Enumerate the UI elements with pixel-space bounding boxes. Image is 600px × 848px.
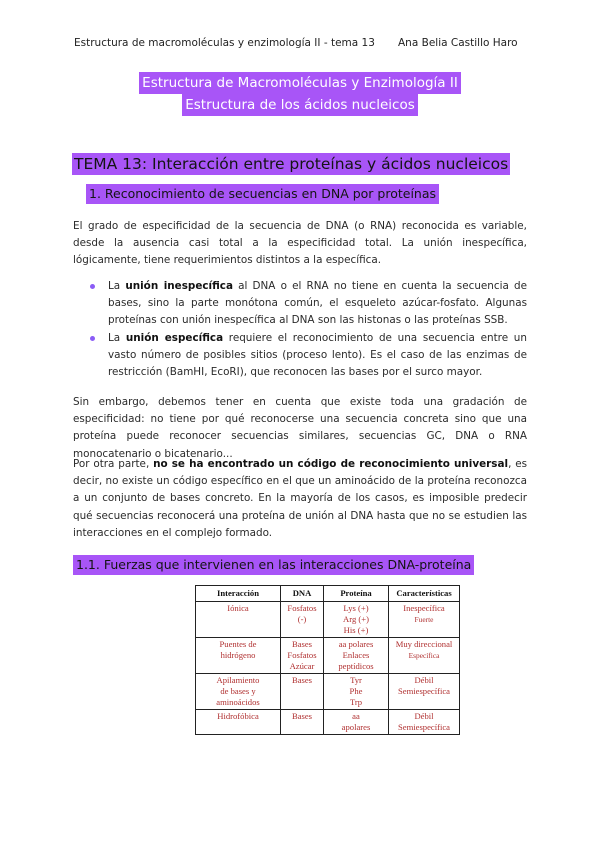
paragraph-no-code — [73, 456, 527, 542]
table-header-cell: Características — [389, 586, 460, 602]
title-line-1: Estructura de Macromoléculas y Enzimología II — [139, 72, 461, 94]
para3-pre: Por otra parte, — [73, 458, 154, 470]
table-header-cell: DNA — [281, 586, 324, 602]
bullet-text-bold: unión inespecífica — [125, 280, 233, 292]
table-row — [196, 710, 460, 735]
section-heading-1-1: 1.1. Fuerzas que intervienen en las interacciones DNA-proteína — [73, 555, 474, 575]
para3-bold: no se ha encontrado un código de reconocimiento universal — [153, 458, 509, 470]
bullet-icon — [90, 336, 95, 341]
header-author: Ana Belia Castillo Haro — [398, 37, 518, 49]
table-cell: Tyr Phe Trp — [324, 674, 389, 710]
bullet-icon — [90, 284, 95, 289]
table-row — [196, 638, 460, 674]
document-title — [0, 72, 600, 116]
table-cell: Iónica — [196, 602, 281, 638]
table-cell: Débil Semiespecífica — [389, 674, 460, 710]
table-cell: Muy direccional Específica — [389, 638, 460, 674]
table-cell: Bases Fosfatos Azúcar — [281, 638, 324, 674]
table-cell: Fosfatos (-) — [281, 602, 324, 638]
paragraph-intro: El grado de especificidad de la secuencia de DNA (o RNA) reconocida es variable, desde la ausencia casi total a la especificidad total. La unión inespecífica, lógicamente, tiene requerimientos distintos a la específica. — [73, 220, 527, 267]
table-cell: Hidrofóbica — [196, 710, 281, 735]
bullet-text-pre: La — [108, 331, 126, 344]
table-header-cell: Proteína — [324, 586, 389, 602]
para3-post: , es decir, no existe un código específico en el que un aminoácido de la proteína reconozca a un conjunto de bases concreto. En la mayoría de los casos, es imposible predecir qué secuencias reconocerá una proteína de unión al DNA hasta que no se estudien las interacciones en el complejo formado. — [73, 458, 527, 539]
bullet-text-post: requiere el reconocimiento de una secuencia entre un vasto número de posibles sitios (proceso lento). Es el caso de las enzimas de restricción (BamHI, EcoRI), que reconocen las bases por el surco mayor. — [108, 331, 527, 379]
table-row — [196, 602, 460, 638]
bullet-text-bold: unión específica — [125, 331, 224, 344]
chapter-heading: TEMA 13: Interacción entre proteínas y ácidos nucleicos — [74, 155, 509, 173]
bullet-text-post: al DNA o el RNA no tiene en cuenta la secuencia de bases, sino la parte monótona común, el esqueleto azúcar-fosfato. Algunas proteínas con unión inespecífica al DNA son las histonas o las proteínas SSB. — [108, 280, 527, 327]
table-cell: Bases — [281, 710, 324, 735]
list-item — [73, 278, 527, 330]
bullet-text-pre: La — [108, 280, 126, 292]
table-cell: Bases — [281, 674, 324, 710]
table-header-row — [196, 586, 460, 602]
bullet-list — [73, 278, 527, 381]
paragraph-gradation: Sin embargo, debemos tener en cuenta que existe toda una gradación de especificidad: no tiene por qué reconocerse una secuencia concreta sino que una proteína puede reconocer secuencias similares, secuencias GC, DNA o RNA monocatenario o bicatenario... — [73, 396, 527, 460]
forces-table — [195, 585, 460, 735]
list-item — [73, 330, 527, 382]
table-cell: Inespecífica Fuerte — [389, 602, 460, 638]
section-heading-1: 1. Reconocimiento de secuencias en DNA por proteínas — [86, 184, 439, 204]
table-header-cell: Interacción — [196, 586, 281, 602]
forces-table-wrapper — [195, 585, 460, 735]
table-cell: aa apolares — [324, 710, 389, 735]
title-line-2: Estructura de los ácidos nucleicos — [182, 94, 418, 116]
table-cell: Lys (+) Arg (+) His (+) — [324, 602, 389, 638]
table-cell: Apilamiento de bases y aminoácidos — [196, 674, 281, 710]
table-cell: Débil Semiespecífica — [389, 710, 460, 735]
table-cell: aa polares Enlaces peptídicos — [324, 638, 389, 674]
header-course: Estructura de macromoléculas y enzimología II - tema 13 — [74, 37, 375, 49]
table-cell: Puentes de hidrógeno — [196, 638, 281, 674]
table-row — [196, 674, 460, 710]
